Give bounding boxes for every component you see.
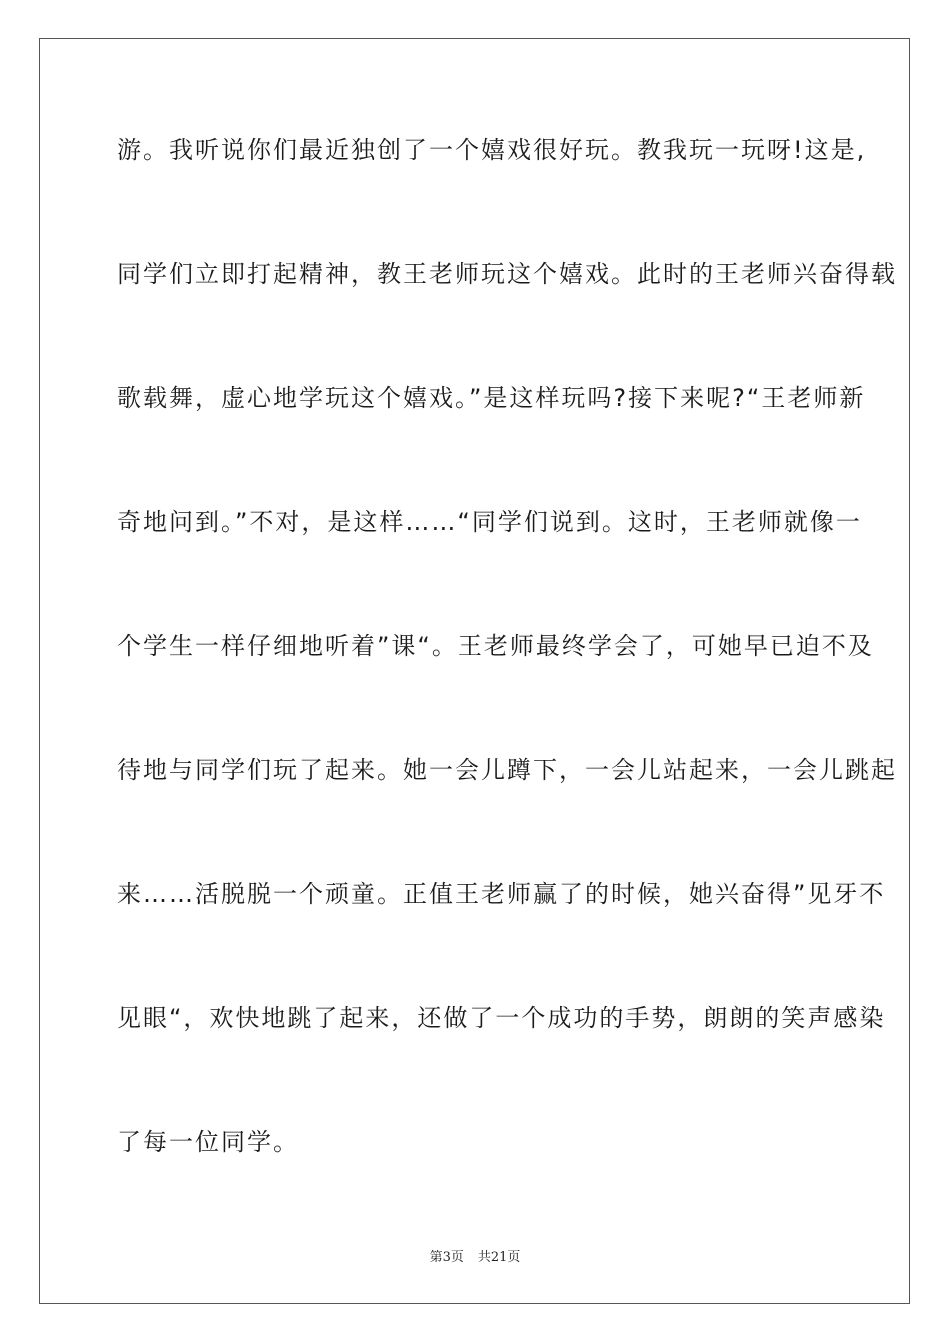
text-line: 游。我听说你们最近独创了一个嬉戏很好玩。教我玩一玩呀!这是, bbox=[117, 136, 867, 164]
body-paragraph bbox=[117, 120, 897, 1236]
page-footer bbox=[0, 1246, 950, 1265]
text-line: 歌载舞，虚心地学玩这个嬉戏。”是这样玩吗?接下来呢?“王老师新 bbox=[117, 384, 866, 412]
text-line: 见眼“，欢快地跳了起来，还做了一个成功的手势，朗朗的笑声感染 bbox=[117, 1004, 886, 1032]
total-pages-label: 共21页 bbox=[477, 1250, 521, 1265]
current-page-label: 第3页 bbox=[429, 1250, 464, 1265]
text-line: 了每一位同学。 bbox=[117, 1128, 299, 1156]
text-line: 同学们立即打起精神，教王老师玩这个嬉戏。此时的王老师兴奋得载 bbox=[117, 260, 897, 288]
text-line: 来……活脱脱一个顽童。正值王老师赢了的时候，她兴奋得”见牙不 bbox=[117, 880, 886, 908]
text-line: 个学生一样仔细地听着”课“。王老师最终学会了，可她早已迫不及 bbox=[117, 632, 874, 660]
text-line: 奇地问到。”不对，是这样……“同学们说到。这时，王老师就像一 bbox=[117, 508, 862, 536]
text-line: 待地与同学们玩了起来。她一会儿蹲下，一会儿站起来，一会儿跳起 bbox=[117, 756, 897, 784]
